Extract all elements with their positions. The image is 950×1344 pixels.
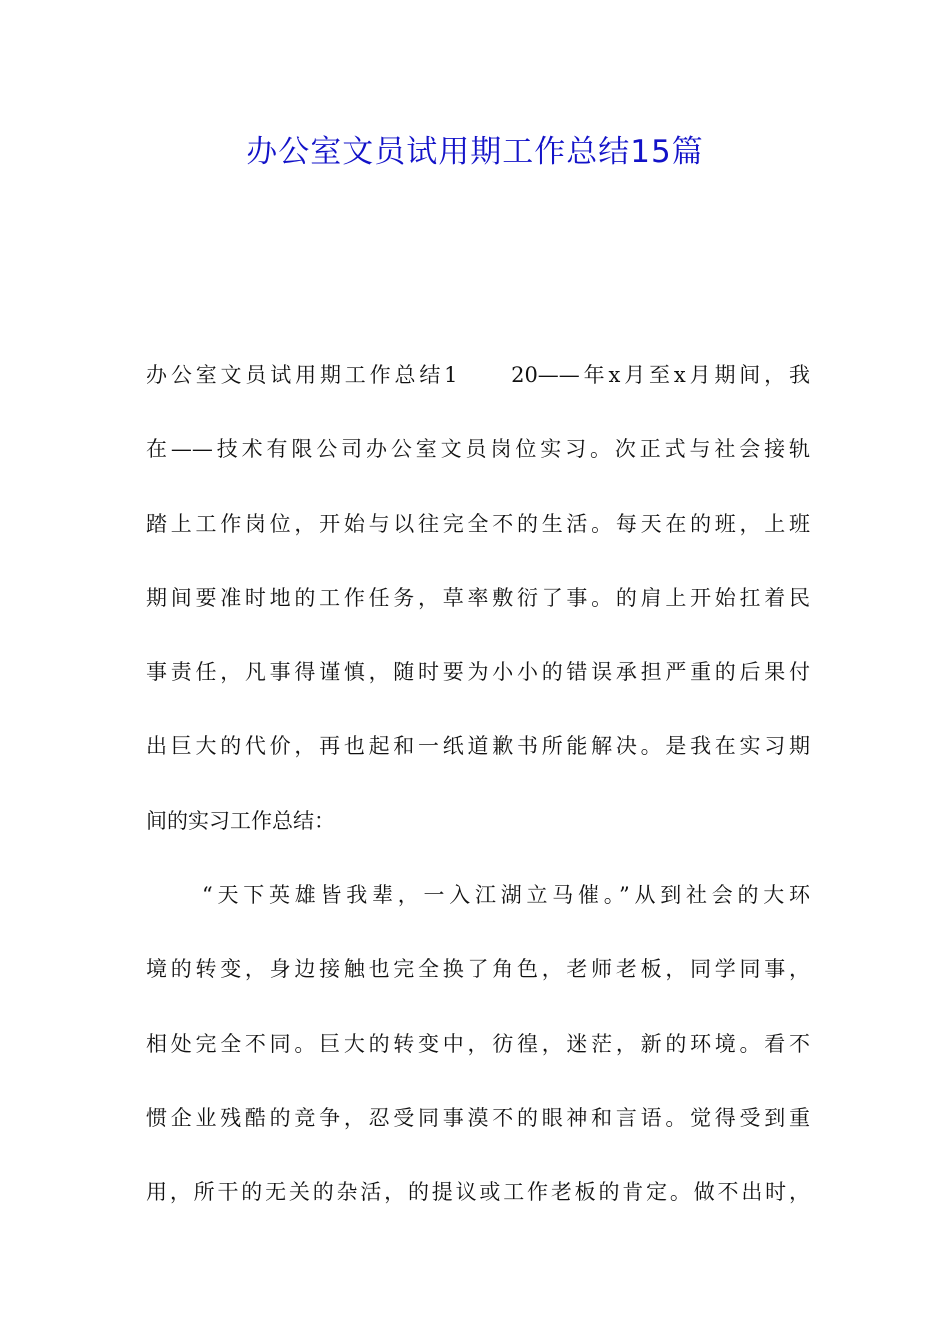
body-line: 惯企业残酷的竞争，忍受同事漠不的眼神和言语。觉得受到重	[146, 1105, 810, 1130]
body-line: “天下英雄皆我辈，一入江湖立马催。”从到社会的大环	[202, 883, 810, 908]
body-line: 相处完全不同。巨大的转变中，彷徨，迷茫，新的环境。看不	[146, 1031, 810, 1056]
body-line: 踏上工作岗位，开始与以往完全不的生活。每天在的班，上班	[146, 511, 810, 536]
body-line: 在——技术有限公司办公室文员岗位实习。次正式与社会接轨	[146, 437, 810, 462]
body-line: 期间要准时地的工作任务，草率敷衍了事。的肩上开始扛着民	[146, 585, 810, 610]
body-line: 事责任，凡事得谨慎，随时要为小小的错误承担严重的后果付	[146, 660, 810, 685]
body-line: 间的实习工作总结：	[146, 808, 335, 833]
body-line: 出巨大的代价，再也起和一纸道歉书所能解决。是我在实习期	[146, 734, 810, 759]
body-line: 用，所干的无关的杂活，的提议或工作老板的肯定。做不出时，	[146, 1180, 810, 1205]
body-line: 办公室文员试用期工作总结1 20——年x月至x月期间，我	[146, 363, 810, 387]
document-title: 办公室文员试用期工作总结15篇	[246, 134, 704, 170]
body-line: 境的转变，身边接触也完全换了角色，老师老板，同学同事，	[146, 957, 810, 982]
document-body	[146, 338, 810, 1230]
